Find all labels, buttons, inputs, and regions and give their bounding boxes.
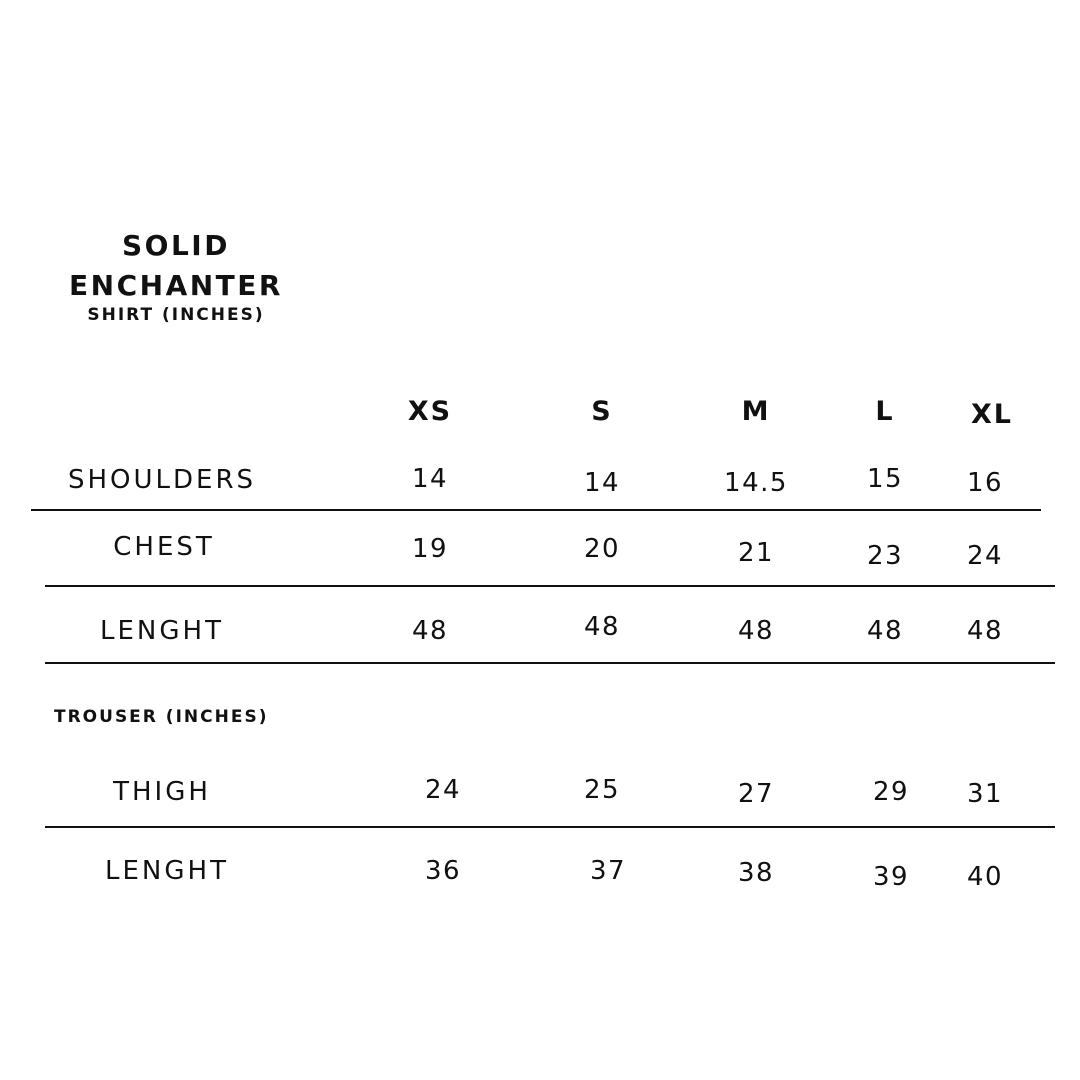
row-divider — [31, 509, 1041, 511]
table-cell: 14 — [411, 464, 449, 494]
trouser-section-label: TROUSER (INCHES) — [54, 707, 269, 727]
row-divider — [45, 585, 1055, 587]
table-cell: 31 — [966, 779, 1004, 809]
chart-title — [56, 226, 296, 326]
table-cell: 14 — [583, 468, 621, 498]
table-cell: 16 — [966, 468, 1004, 498]
table-cell: 19 — [411, 534, 449, 564]
table-cell: 38 — [737, 858, 775, 888]
table-cell: 48 — [966, 616, 1004, 646]
table-cell: 29 — [872, 777, 910, 807]
table-cell: 48 — [866, 616, 904, 646]
row-label-chest: CHEST — [113, 532, 215, 562]
size-header-s: S — [591, 396, 613, 427]
table-cell: 14.5 — [724, 468, 788, 498]
row-label-length: LENGHT — [105, 856, 229, 886]
table-cell: 24 — [424, 775, 462, 805]
table-cell: 48 — [737, 616, 775, 646]
table-cell: 27 — [737, 779, 775, 809]
table-cell: 21 — [737, 538, 775, 568]
size-header-l: L — [875, 396, 895, 427]
table-cell: 15 — [866, 464, 904, 494]
table-cell: 40 — [966, 862, 1004, 892]
size-header-xs: XS — [407, 396, 453, 427]
row-label-thigh: THIGH — [113, 777, 211, 807]
title-line-2: ENCHANTER — [69, 269, 283, 302]
size-header-xl: XL — [970, 399, 1014, 430]
table-cell: 23 — [866, 541, 904, 571]
table-cell: 36 — [424, 856, 462, 886]
table-cell: 20 — [583, 534, 621, 564]
table-cell: 48 — [411, 616, 449, 646]
title-line-1: SOLID — [122, 229, 230, 262]
size-header-m: M — [741, 396, 771, 427]
row-divider — [45, 826, 1055, 828]
table-cell: 39 — [872, 862, 910, 892]
row-label-length: LENGHT — [100, 616, 224, 646]
row-divider — [45, 662, 1055, 664]
table-cell: 37 — [589, 856, 627, 886]
table-cell: 48 — [583, 612, 621, 642]
row-label-shoulders: SHOULDERS — [67, 465, 257, 495]
table-cell: 25 — [583, 775, 621, 805]
table-cell: 24 — [966, 541, 1004, 571]
shirt-subtitle: SHIRT (INCHES) — [87, 305, 265, 325]
